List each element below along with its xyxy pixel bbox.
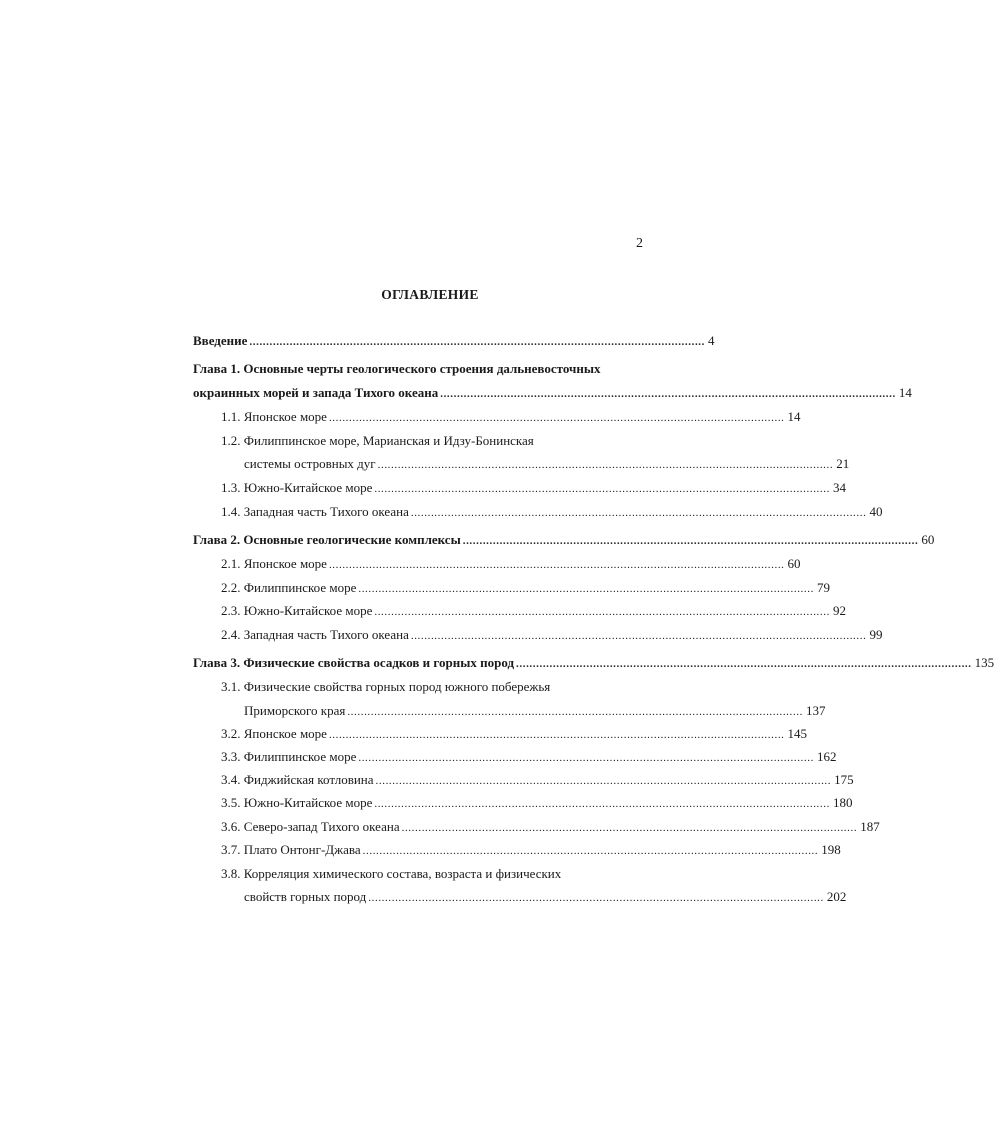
- toc-page-number: 60: [787, 556, 801, 571]
- toc-title: ОГЛАВЛЕНИЕ: [381, 287, 479, 302]
- toc-section-3-4[interactable]: [221, 772, 854, 789]
- leader-dots: ........................................................................................................................................: [362, 845, 819, 857]
- toc-entry-text: 2.3. Южно-Китайское море: [221, 603, 373, 618]
- toc-page-number: 14: [898, 385, 912, 400]
- toc-section-3-8-line1[interactable]: 3.8. Корреляция химического состава, возраста и физических: [221, 866, 562, 881]
- toc-section-2-2[interactable]: [221, 580, 830, 597]
- toc-section-3-6[interactable]: [221, 819, 880, 836]
- toc-section-1-2-line1[interactable]: 1.2. Филиппинское море, Марианская и Идзу-Бонинская: [221, 433, 534, 448]
- toc-section-3-8[interactable]: [244, 889, 847, 906]
- toc-page-number: 40: [869, 504, 883, 519]
- toc-page-number: 175: [834, 772, 854, 787]
- toc-entry-text: Глава 3. Физические свойства осадков и горных пород: [193, 655, 515, 670]
- toc-section-1-1[interactable]: [221, 409, 801, 426]
- toc-entry-text: 1.4. Западная часть Тихого океана: [221, 504, 409, 519]
- toc-section-3-1[interactable]: [244, 703, 826, 720]
- toc-section-3-2[interactable]: [221, 726, 808, 743]
- leader-dots: ........................................................................................................................................: [368, 892, 824, 904]
- toc-section-3-5[interactable]: [221, 795, 853, 812]
- leader-dots: ........................................................................................................................................: [328, 559, 785, 571]
- toc-entry-text: системы островных дуг: [244, 456, 376, 471]
- toc-page-number: 79: [816, 580, 830, 595]
- toc-section-1-2[interactable]: [244, 456, 850, 473]
- toc-entry-text: 2.2. Филиппинское море: [221, 580, 357, 595]
- toc-entry-text: 3.5. Южно-Китайское море: [221, 795, 373, 810]
- leader-dots: ........................................................................................................................................: [374, 483, 830, 495]
- leader-dots: ........................................................................................................................................: [410, 630, 867, 642]
- leader-dots: ........................................................................................................................................: [328, 412, 785, 424]
- leader-dots: ........................................................................................................................................: [374, 606, 830, 618]
- toc-entry-text: Введение: [193, 333, 248, 348]
- toc-page-number: 202: [826, 889, 847, 904]
- leader-dots: ........................................................................................................................................: [358, 752, 814, 764]
- toc-entry-text: 3.3. Филиппинское море: [221, 749, 357, 764]
- toc-entry-text: свойств горных пород: [244, 889, 367, 904]
- toc-page-number: 187: [860, 819, 880, 834]
- leader-dots: ........................................................................................................................................: [410, 507, 867, 519]
- toc-chapter-3[interactable]: [193, 655, 994, 672]
- toc-section-1-4[interactable]: [221, 504, 883, 521]
- toc-entry-text: окраинных морей и запада Тихого океана: [193, 385, 439, 400]
- leader-dots: ........................................................................................................................................: [401, 822, 858, 834]
- toc-page-number: 14: [787, 409, 801, 424]
- toc-entry-text: 3.2. Японское море: [221, 726, 327, 741]
- toc-entry-intro[interactable]: [193, 333, 715, 350]
- toc-page-number: 198: [821, 842, 841, 857]
- toc-page-number: 162: [816, 749, 837, 764]
- toc-entry-text: 1.1. Японское море: [221, 409, 327, 424]
- leader-dots: ........................................................................................................................................: [377, 459, 834, 471]
- toc-section-2-3[interactable]: [221, 603, 846, 620]
- toc-section-3-3[interactable]: [221, 749, 837, 766]
- toc-section-2-1[interactable]: [221, 556, 801, 573]
- toc-chapter-1[interactable]: [193, 385, 912, 402]
- leader-dots: ........................................................................................................................................: [347, 706, 803, 718]
- toc-entry-text: Приморского края: [244, 703, 346, 718]
- toc-entry-text: 2.4. Западная часть Тихого океана: [221, 627, 409, 642]
- toc-chapter-1-line1[interactable]: Глава 1. Основные черты геологического строения дальневосточных: [193, 361, 601, 376]
- leader-dots: ........................................................................................................................................: [440, 388, 896, 400]
- toc-section-2-4[interactable]: [221, 627, 883, 644]
- toc-entry-text: 1.3. Южно-Китайское море: [221, 480, 373, 495]
- toc-page-number: 21: [836, 456, 850, 471]
- toc-page-number: 92: [832, 603, 846, 618]
- toc-entry-text: 3.6. Северо-запад Тихого океана: [221, 819, 400, 834]
- toc-section-1-3[interactable]: [221, 480, 846, 497]
- leader-dots: ........................................................................................................................................: [358, 583, 814, 595]
- toc-page-number: 145: [787, 726, 808, 741]
- page-number: 2: [636, 236, 643, 251]
- toc-page-number: 137: [805, 703, 826, 718]
- toc-entry-text: 3.4. Фиджийская котловина: [221, 772, 374, 787]
- toc-section-3-7[interactable]: [221, 842, 841, 859]
- leader-dots: ........................................................................................................................................: [375, 775, 832, 787]
- toc-page-number: 4: [708, 333, 715, 348]
- toc-page-number: 180: [832, 795, 853, 810]
- toc-page-number: 34: [832, 480, 846, 495]
- toc-chapter-2[interactable]: [193, 532, 935, 549]
- toc-entry-text: 3.7. Плато Онтонг-Джава: [221, 842, 361, 857]
- toc-entry-text: Глава 2. Основные геологические комплексы: [193, 532, 461, 547]
- leader-dots: ........................................................................................................................................: [516, 658, 972, 670]
- toc-page-number: 60: [921, 532, 935, 547]
- leader-dots: ........................................................................................................................................: [328, 729, 785, 741]
- leader-dots: ........................................................................................................................................: [374, 798, 830, 810]
- leader-dots: ........................................................................................................................................: [462, 535, 919, 547]
- toc-page-number: 135: [974, 655, 994, 670]
- leader-dots: ........................................................................................................................................: [249, 336, 705, 348]
- toc-section-3-1-line1[interactable]: 3.1. Физические свойства горных пород южного побережья: [221, 679, 551, 694]
- toc-entry-text: 2.1. Японское море: [221, 556, 327, 571]
- toc-page-number: 99: [869, 627, 883, 642]
